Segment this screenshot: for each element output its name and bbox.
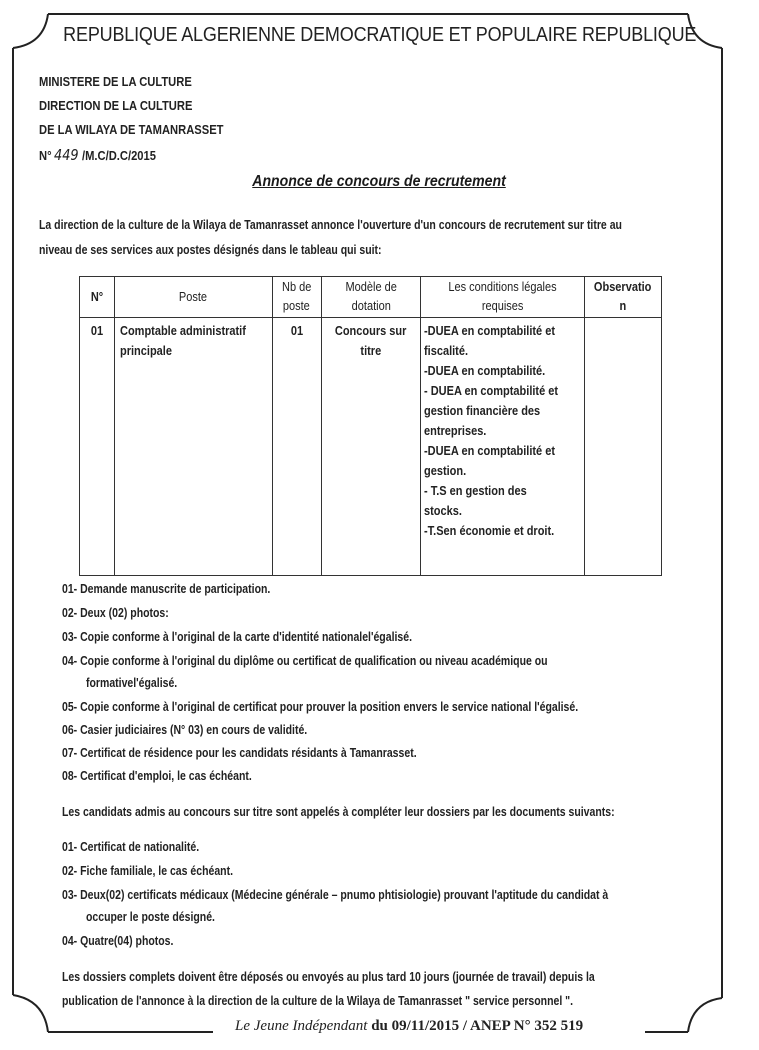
list-item: 02- Deux (02) photos: xyxy=(62,606,169,620)
cell-num: 01 xyxy=(80,318,115,576)
publication-footer xyxy=(235,1018,583,1035)
list-item: 08- Certificat d'emploi, le cas échéant. xyxy=(62,769,252,783)
list-item: 04- Copie conforme à l'original du diplôme ou certificat de qualification ou niveau académique ou xyxy=(62,654,548,668)
list-item: 01- Demande manuscrite de participation. xyxy=(62,582,271,596)
list-item: 01- Certificat de nationalité. xyxy=(62,840,200,854)
header-nb-poste: Nb de poste xyxy=(272,277,321,318)
cell-observation xyxy=(585,318,662,576)
header-conditions: Les conditions légales requises xyxy=(421,277,585,318)
header-modele: Modèle de dotation xyxy=(321,277,421,318)
table-row xyxy=(80,318,662,576)
cell-nb: 01 xyxy=(272,318,321,576)
list-item: 07- Certificat de résidence pour les candidats résidants à Tamanrasset. xyxy=(62,746,417,760)
closing-line-2: publication de l'annonce à la direction de la culture de la Wilaya de Tamanrasset " service personnel ". xyxy=(62,994,574,1008)
header-poste: Poste xyxy=(114,277,272,318)
document-title: REPUBLIQUE ALGERIENNE DEMOCRATIQUE ET POPULAIRE REPUBLIQUE xyxy=(62,24,697,46)
wilaya-line: DE LA WILAYA DE TAMANRASSET xyxy=(39,122,224,137)
newspaper-name: Le Jeune Indépendant xyxy=(235,1018,368,1034)
intro-line-1: La direction de la culture de la Wilaya de Tamanrasset annonce l'ouverture d'un concours de recrutement sur titre au xyxy=(39,218,622,232)
cell-conditions: -DUEA en comptabilité et fiscalité. -DUEA en comptabilité. - DUEA en comptabilité et gestion financière des entreprises. -DUEA en comptabilité et gestion. - T.S en gestion des stocks. -T.Sen économie et droit. xyxy=(421,318,585,576)
ministry-line: MINISTERE DE LA CULTURE xyxy=(39,74,192,89)
handwritten-number: 449 xyxy=(53,146,79,164)
cell-poste: Comptable administratif principale xyxy=(114,318,272,576)
list-item: 05- Copie conforme à l'original de certificat pour prouver la position envers le service national l'égalisé. xyxy=(62,700,579,714)
positions-table xyxy=(79,276,662,576)
list-item: 03- Copie conforme à l'original de la carte d'identité nationalel'égalisé. xyxy=(62,630,413,644)
list-item: 04- Quatre(04) photos. xyxy=(62,934,174,948)
intro-line-2: niveau de ses services aux postes désignés dans le tableau qui suit: xyxy=(39,243,382,257)
table-header-row xyxy=(80,277,662,318)
list-item: 03- Deux(02) certificats médicaux (Médecine générale – pnumo phtisiologie) prouvant l'aptitude du candidat à xyxy=(62,888,609,902)
admitted-intro: Les candidats admis au concours sur titre sont appelés à compléter leur dossiers par les documents suivants: xyxy=(62,805,615,819)
header-num: N° xyxy=(80,277,115,318)
cell-modele: Concours sur titre xyxy=(321,318,421,576)
reference-number: N° 449 /M.C/D.C/2015 xyxy=(39,146,157,164)
header-observation: Observatio n xyxy=(585,277,662,318)
list-item: 06- Casier judiciaires (N° 03) en cours de validité. xyxy=(62,723,308,737)
announcement-title: Annonce de concours de recrutement xyxy=(252,173,507,190)
list-item-continuation: formativel'égalisé. xyxy=(86,676,178,690)
publication-details: du 09/11/2015 / ANEP N° 352 519 xyxy=(367,1018,584,1034)
list-item-continuation: occuper le poste désigné. xyxy=(86,910,215,924)
closing-line-1: Les dossiers complets doivent être déposés ou envoyés au plus tard 10 jours (journée de travail) depuis la xyxy=(62,970,595,984)
direction-line: DIRECTION DE LA CULTURE xyxy=(39,98,193,113)
list-item: 02- Fiche familiale, le cas échéant. xyxy=(62,864,234,878)
